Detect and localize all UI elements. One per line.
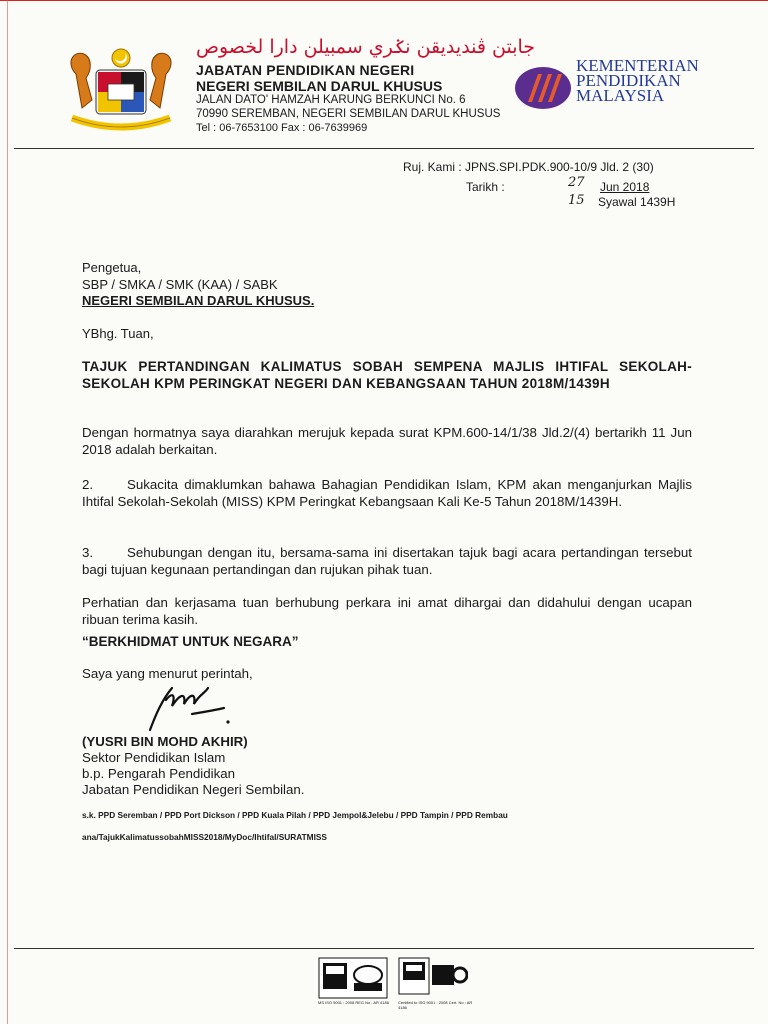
signatory-line2: b.p. Pengarah Pendidikan: [82, 766, 236, 781]
left-red-border: [7, 0, 8, 1024]
hijri-day: 15: [568, 193, 585, 208]
file-reference: ana/TajukKalimatussobahMISS2018/MyDoc/Ihtifal/SURATMISS: [82, 832, 327, 842]
cert1-caption: MS ISO 9001 : 2008 REG No : AR 4186: [318, 1000, 389, 1005]
cert2-caption: Certified to ISO 9001 : 2008 Cert. No : AR 4186: [398, 1000, 473, 1010]
date-month-year: Jun 2018: [600, 180, 650, 194]
ministry-line1: KEMENTERIAN: [576, 56, 699, 75]
letterhead-dept-line2: NEGERI SEMBILAN DARUL KHUSUS: [196, 78, 443, 94]
signatory-line1: Sektor Pendidikan Islam: [82, 750, 226, 765]
footer-divider: [14, 948, 754, 949]
hijri-month-year: Syawal 1439H: [598, 195, 676, 209]
letterhead-jawi: جابتن ڤنديديقن نݢري سمبيلن دارا لخصوص: [196, 36, 536, 58]
paragraph-2-number: 2.: [82, 477, 94, 492]
paragraph-1: Dengan hormatnya saya diarahkan merujuk kepada surat KPM.600-14/1/38 Jld.2/(4) bertarikh 11 Jun 2018 adalah berkaitan.: [82, 425, 692, 457]
recipient-line3: NEGERI SEMBILAN DARUL KHUSUS.: [82, 293, 315, 308]
closing-phrase: Saya yang menurut perintah,: [82, 666, 253, 681]
signatory-line3: Jabatan Pendidikan Negeri Sembilan.: [82, 782, 305, 797]
state-crest-icon: [62, 44, 180, 136]
motto: “BERKHIDMAT UNTUK NEGARA”: [82, 634, 299, 649]
subject-title: TAJUK PERTANDINGAN KALIMATUS SOBAH SEMPENA MAJLIS IHTIFAL SEKOLAH-SEKOLAH KPM PERINGKAT NEGERI DAN KEBANGSAAN TAHUN 2018M/1439H: [82, 359, 692, 391]
paragraph-3: [82, 544, 692, 578]
salutation: YBhg. Tuan,: [82, 326, 154, 341]
ministry-line2: PENDIDIKAN: [576, 71, 681, 90]
letterhead-dept-line1: JABATAN PENDIDIKAN NEGERI: [196, 62, 415, 78]
letterhead-contact: Tel : 06-7653100 Fax : 06-7639969: [196, 122, 368, 134]
reference-number: Ruj. Kami : JPNS.SPI.PDK.900-10/9 Jld. 2 (30): [403, 160, 654, 174]
paragraph-3-text: Sehubungan dengan itu, bersama-sama ini disertakan tajuk bagi acara pertandingan tersebut bagi tujuan kegunaan pertandingan dan rujukan pihak tuan.: [82, 545, 692, 577]
paragraph-2: [82, 476, 692, 510]
date-label: Tarikh :: [466, 180, 505, 194]
letterhead-address1: JALAN DATO' HAMZAH KARUNG BERKUNCI No. 6: [196, 94, 466, 106]
signature-icon: [132, 680, 242, 740]
recipient-line2: SBP / SMKA / SMK (KAA) / SABK: [82, 277, 278, 292]
paragraph-3-number: 3.: [82, 545, 94, 560]
paragraph-2-text: Sukacita dimaklumkan bahawa Bahagian Pendidikan Islam, KPM akan menganjurkan Majlis Ihtifal Sekolah-Sekolah (MISS) KPM Peringkat Kebangsaan Kali Ke-5 Tahun 2018M/1439H.: [82, 477, 692, 509]
paragraph-4: Perhatian dan kerjasama tuan berhubung perkara ini amat dihargai dan didahului dengan ucapan ribuan terima kasih.: [82, 595, 692, 627]
signatory-name: (YUSRI BIN MOHD AKHIR): [82, 734, 248, 749]
letterhead-address2: 70990 SEREMBAN, NEGERI SEMBILAN DARUL KHUSUS: [196, 108, 501, 120]
recipient-line1: Pengetua,: [82, 260, 142, 275]
header-divider: [14, 148, 754, 149]
date-day: 27: [568, 175, 585, 190]
top-red-border: [0, 0, 768, 1]
ministry-line3: MALAYSIA: [576, 86, 665, 105]
kpm-logo-icon: [514, 66, 572, 110]
ministry-name: [576, 58, 699, 103]
carbon-copy-list: s.k. PPD Seremban / PPD Port Dickson / PPD Kuala Pilah / PPD Jempol&Jelebu / PPD Tampin / PPD Rembau: [82, 810, 508, 820]
